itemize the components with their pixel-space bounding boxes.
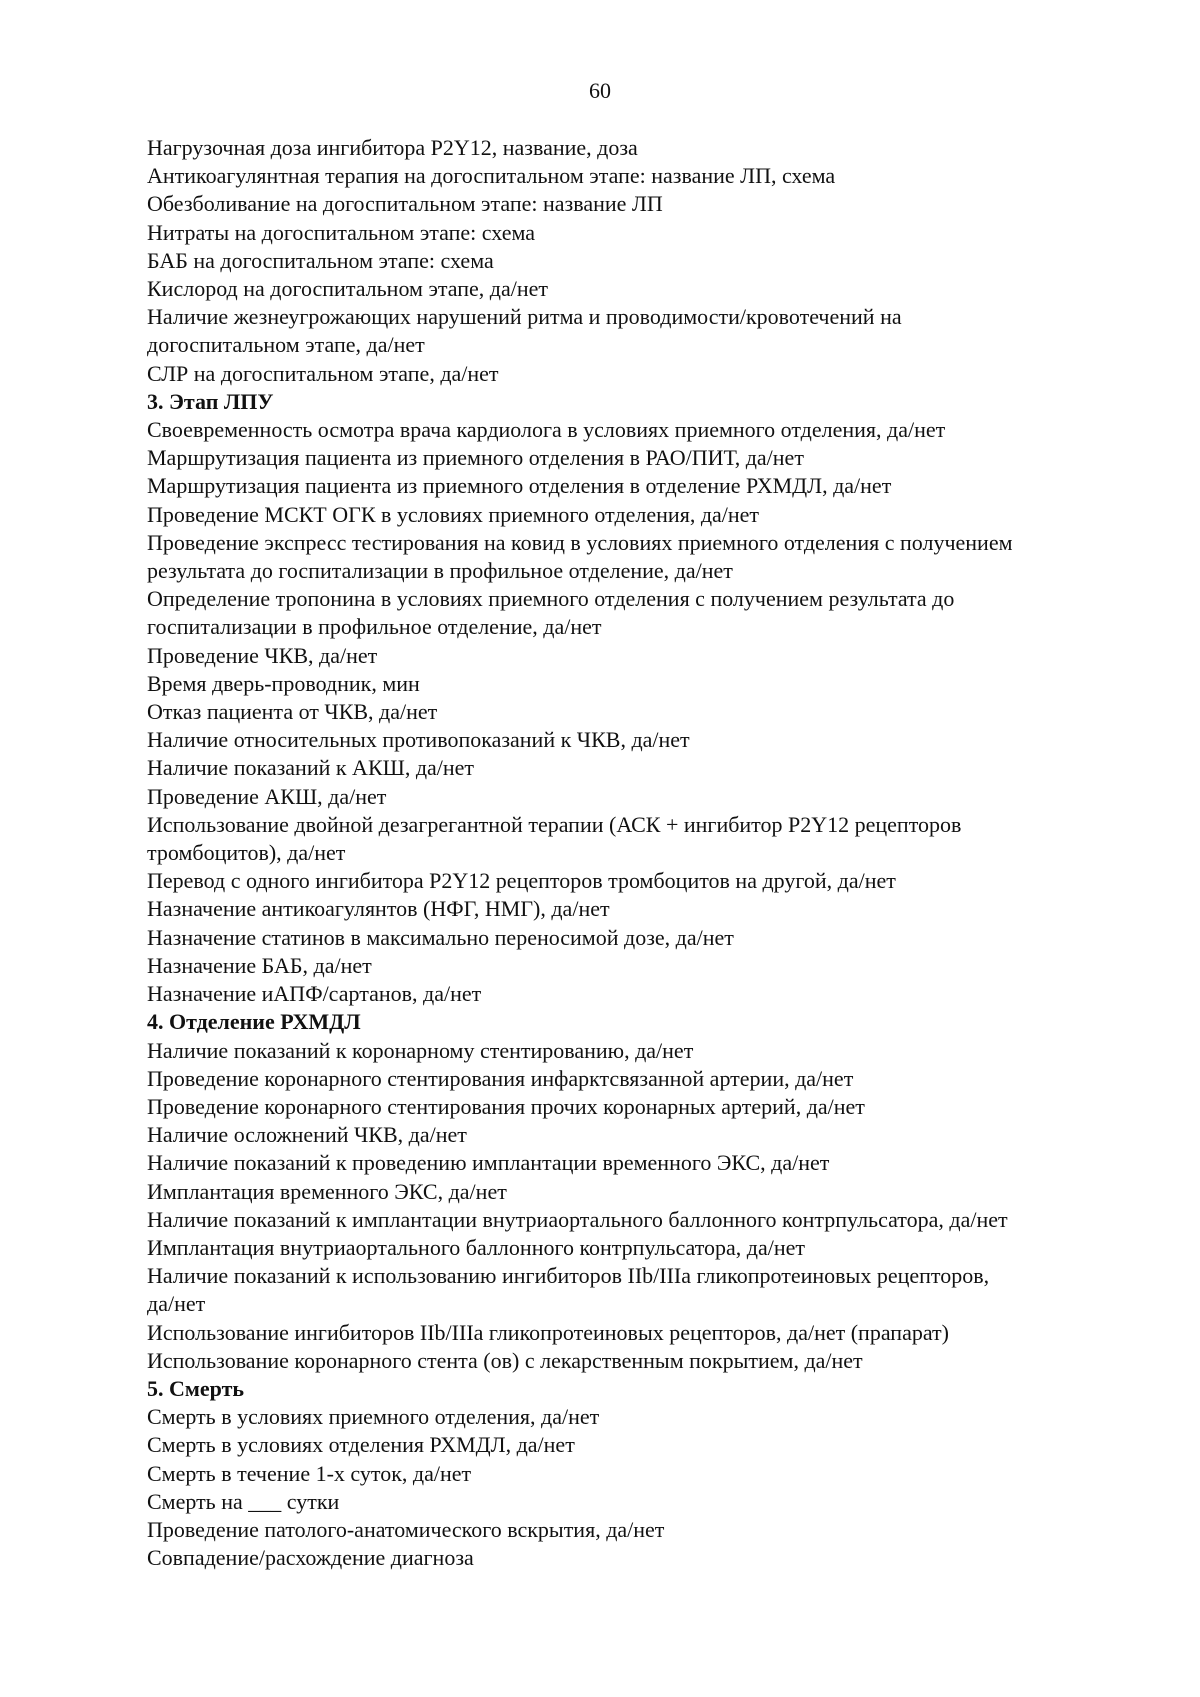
section-heading: 4. Отделение РХМДЛ	[147, 1009, 361, 1035]
text-line: Проведение МСКТ ОГК в условиях приемного отделения, да/нет	[147, 501, 760, 527]
section-heading: 5. Смерть	[147, 1375, 245, 1401]
text-line: Смерть на ___ сутки	[147, 1488, 340, 1514]
page-number: 60	[589, 78, 611, 103]
text-line: Кислород на догоспитальном этапе, да/нет	[147, 276, 549, 302]
text-line: Наличие показаний к использованию ингибиторов IIb/IIIa гликопротеиновых рецепторов,	[147, 1263, 990, 1289]
section-heading: 3. Этап ЛПУ	[147, 388, 274, 414]
text-line: Назначение статинов в максимально переносимой дозе, да/нет	[147, 924, 734, 950]
text-line: Использование ингибиторов IIb/IIIa гликопротеиновых рецепторов, да/нет (прапарат)	[147, 1319, 949, 1345]
text-line: Совпадение/расхождение диагноза	[147, 1545, 474, 1571]
text-line: Назначение антикоагулянтов (НФГ, НМГ), да/нет	[147, 896, 610, 922]
text-line: Нитраты на догоспитальном этапе: схема	[147, 219, 536, 245]
text-line: Отказ пациента от ЧКВ, да/нет	[147, 699, 438, 725]
text-line: Время дверь-проводник, мин	[147, 670, 420, 696]
text-line: госпитализации в профильное отделение, да/нет	[147, 614, 602, 640]
text-line: Наличие показаний к имплантации внутриаортального баллонного контрпульсатора, да/нет	[147, 1206, 1008, 1232]
text-line: Маршрутизация пациента из приемного отделения в отделение РХМДЛ, да/нет	[147, 473, 892, 499]
text-line: Наличие осложнений ЧКВ, да/нет	[147, 1122, 467, 1148]
text-line: результата до госпитализации в профильное отделение, да/нет	[147, 558, 733, 584]
text-line: Антикоагулянтная терапия на догоспитальном этапе: название ЛП, схема	[147, 163, 836, 189]
text-line: Проведение патолого-анатомического вскрытия, да/нет	[147, 1516, 665, 1542]
text-line: Маршрутизация пациента из приемного отделения в РАО/ПИТ, да/нет	[147, 445, 804, 471]
text-line: Проведение экспресс тестирования на ковид в условиях приемного отделения с получением	[147, 529, 1013, 555]
text-line: Проведение коронарного стентирования инфарктсвязанной артерии, да/нет	[147, 1065, 854, 1091]
text-line: Нагрузочная доза ингибитора Р2Y12, название, доза	[147, 135, 638, 160]
text-line: Перевод с одного ингибитора Р2Y12 рецепторов тромбоцитов на другой, да/нет	[147, 868, 896, 894]
text-line: да/нет	[147, 1291, 206, 1317]
text-line: Наличие показаний к проведению имплантации временного ЭКС, да/нет	[147, 1150, 830, 1176]
text-line: Назначение иАПФ/сартанов, да/нет	[147, 981, 482, 1007]
text-line: Проведение коронарного стентирования прочих коронарных артерий, да/нет	[147, 1093, 865, 1119]
text-line: СЛР на догоспитальном этапе, да/нет	[147, 360, 499, 386]
text-line: Наличие относительных противопоказаний к ЧКВ, да/нет	[147, 727, 690, 753]
text-line: Имплантация внутриаортального баллонного контрпульсатора, да/нет	[147, 1234, 806, 1260]
text-line: Проведение АКШ, да/нет	[147, 783, 387, 809]
text-line: Использование двойной дезагрегантной терапии (АСК + ингибитор Р2Y12 рецепторов	[147, 811, 962, 837]
text-line: Наличие показаний к АКШ, да/нет	[147, 755, 475, 781]
text-line: Использование коронарного стента (ов) с лекарственным покрытием, да/нет	[147, 1347, 863, 1373]
text-line: догоспитальном этапе, да/нет	[147, 332, 425, 358]
text-line: Наличие жезнеугрожающих нарушений ритма и проводимости/кровотечений на	[147, 304, 902, 330]
text-line: Имплантация временного ЭКС, да/нет	[147, 1178, 507, 1204]
text-line: Смерть в условиях приемного отделения, да/нет	[147, 1404, 600, 1430]
text-line: Своевременность осмотра врача кардиолога в условиях приемного отделения, да/нет	[147, 417, 946, 443]
document-body	[147, 134, 1107, 1572]
text-line: тромбоцитов), да/нет	[147, 840, 346, 866]
text-line: Определение тропонина в условиях приемного отделения с получением результата до	[147, 586, 955, 612]
text-line: Наличие показаний к коронарному стентированию, да/нет	[147, 1037, 694, 1063]
text-line: Проведение ЧКВ, да/нет	[147, 642, 378, 668]
text-line: Назначение БАБ, да/нет	[147, 952, 372, 978]
text-line: Смерть в течение 1-х суток, да/нет	[147, 1460, 472, 1486]
text-line: Смерть в условиях отделения РХМДЛ, да/нет	[147, 1432, 575, 1458]
text-line: Обезболивание на догоспитальном этапе: название ЛП	[147, 191, 663, 217]
text-line: БАБ на догоспитальном этапе: схема	[147, 247, 494, 273]
